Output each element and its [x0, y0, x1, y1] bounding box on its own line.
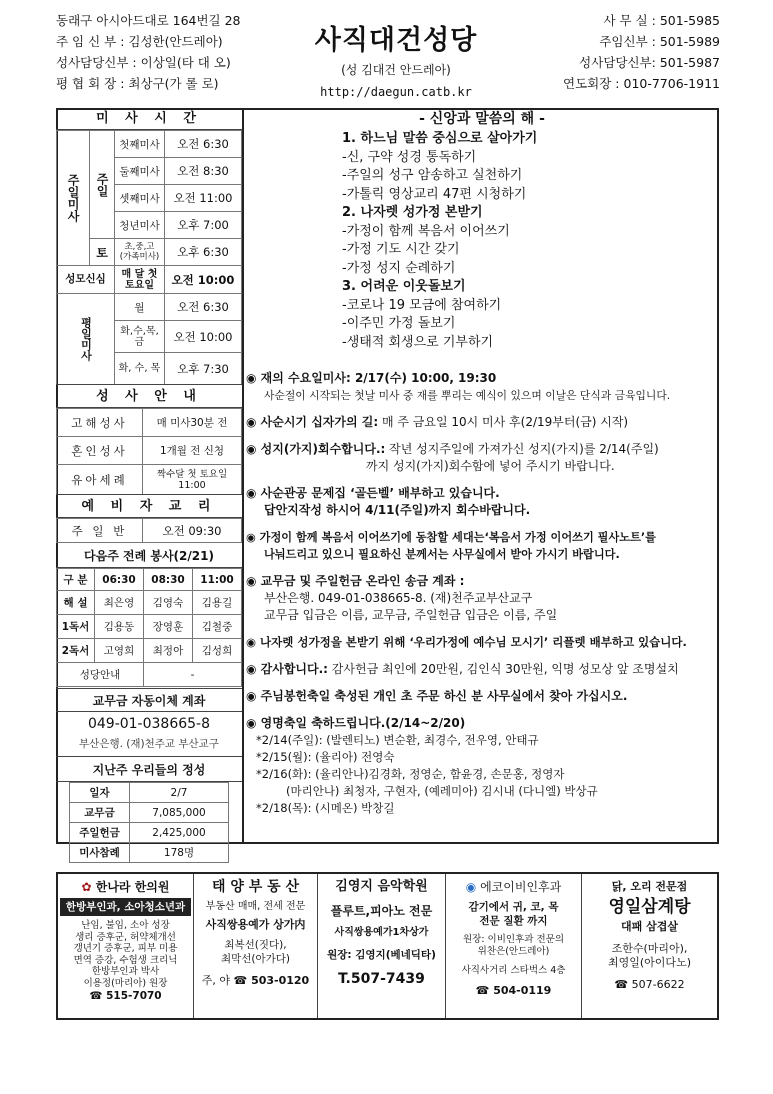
service-role: 2독서 [57, 639, 95, 663]
bulletin-header [56, 10, 720, 108]
catechism-title: 예 비 자 교 리 [56, 494, 242, 518]
guide-label: 성당안내 [57, 663, 144, 687]
header-left [56, 10, 296, 94]
ad-clinic-name [58, 880, 193, 894]
account-bank: 부산은행. (재)천주교 부산교구 [79, 738, 219, 750]
service-cell: 장영훈 [144, 615, 193, 639]
feast-item: (마리안나) 최청자, 구현자, (예레미아) 김시내 (다니엘) 박상규 [286, 784, 598, 798]
notice-stations [246, 414, 718, 431]
ad-clinic-title: 한나라 한의원 [95, 880, 170, 894]
notice-online-body1: 부산은행. 049-01-038665-8. (재)천주교부산교구 [264, 591, 533, 605]
ad-restaurant-body: 조한수(마리아), 최영일(아이다노) [608, 942, 691, 969]
account-title: 교무금 자동이체 계좌 [56, 688, 242, 712]
notices [246, 370, 718, 817]
catechism-name: 주 일 반 [57, 519, 143, 543]
council-line: 평 협 회 장 : 최상구(가 롤 로) [56, 76, 219, 91]
service-table [56, 568, 242, 687]
weekday-mass-label: 평일미사 [57, 294, 115, 385]
notice-goldenbell-2: 답안지작성 하시어 4/11(주일)까지 회수바랍니다. [264, 503, 531, 517]
service-cell: 김용길 [193, 591, 242, 615]
notice-palm [246, 441, 718, 458]
finance-name: 주일헌금 [70, 823, 130, 843]
ad-ent-title: 에코이비인후과 [480, 880, 562, 894]
notice-ash-body: 사순절이 시작되는 첫날 미사 중 재를 뿌리는 예식이 있으며 이날은 단식과 금육입니다. [264, 389, 671, 402]
faith-list [342, 130, 712, 352]
ad-ent [446, 874, 582, 1018]
ad-clinic-sub: 한방부인과, 소아청소년과 [60, 898, 191, 916]
assistant-phone: 성사담당신부: 501-5987 [579, 55, 720, 70]
assistant-line: 성사담당신부 : 이상일(타 대 오) [56, 55, 231, 70]
ad-clinic-phone: ☎ 515-7070 [89, 990, 162, 1002]
ad-realestate-phone: ☎ 503-0120 [233, 974, 310, 987]
ad-realestate-body: 최복선(짓다), 최막선(아가다) [220, 939, 291, 965]
catechism-table [56, 518, 242, 543]
ad-ent-location: 사직사거리 스타벅스 4층 [461, 965, 566, 976]
finance-title: 지난주 우리들의 정성 [56, 756, 242, 782]
service-role: 1독서 [57, 615, 95, 639]
service-cell: 고영희 [95, 639, 144, 663]
marian-time: 오전 10:00 [165, 266, 242, 294]
finance-value: 2,425,000 [130, 823, 229, 843]
mass-name: 초,중,고 (가족미사) [115, 239, 165, 266]
sunday-mass-label: 주일미사 [57, 131, 90, 266]
ad-realestate-name: 태 양 부 동 산 [211, 879, 300, 895]
mass-table [56, 130, 242, 385]
saturday-label: 토 [90, 239, 115, 266]
weekday-name: 화,수,목,금 [115, 321, 165, 353]
weekday-name: 화, 수, 목 [115, 353, 165, 385]
sunday-label: 주일 [90, 131, 115, 239]
faith-item: -가정 성지 순례하기 [342, 260, 456, 276]
ent-logo-icon: ◉ [465, 880, 477, 894]
left-column [56, 108, 244, 859]
ad-music-phone: T.507-7439 [338, 971, 425, 987]
ad-realestate-hours: 주, 야 [201, 974, 231, 987]
notice-online-body2: 교무금 입금은 이름, 교무금, 주일헌금 입금은 이름, 주일 [264, 608, 558, 622]
weekday-time: 오전 10:00 [165, 321, 242, 353]
finance-name: 일자 [70, 783, 130, 803]
ad-music-em: 사직쌍용예가1차상가 [334, 927, 429, 938]
notice-thanks-body: 감사헌금 최인에 20만원, 김인식 30만원, 익명 성모상 앞 조명설치 [331, 662, 679, 676]
service-cell: 김용동 [95, 615, 144, 639]
notice-gospel-copy-2: 나눠드리고 있으니 필요하신 분께서는 사무실에서 받아 가시기 바랍니다. [264, 548, 620, 561]
notice-feast-title: ◉ 영명축일 축하드립니다.(2/14~2/20) [246, 716, 466, 730]
finance-value: 2/7 [130, 783, 229, 803]
sacrament-value: 짝수달 첫 토요일 11:00 [143, 465, 242, 495]
service-title: 다음주 전례 봉사(2/21) [56, 544, 242, 568]
notice-stations-body: 매 주 금요일 10시 미사 후(2/19부터(금) 시작) [381, 415, 629, 429]
sacrament-title: 성 사 안 내 [56, 384, 242, 408]
notice-palm-title: ◉ 성지(가지)회수합니다.: [246, 442, 386, 456]
finance-name: 교무금 [70, 803, 130, 823]
header-right [476, 10, 720, 94]
church-address: 동래구 아시아드대로 164번길 28 [56, 13, 241, 28]
notice-candles: ◉ 주님봉헌축일 축성된 개인 초 주문 하신 분 사무실에서 찾아 가십시오. [246, 689, 628, 703]
faith-heading: 3. 어려운 이웃돌보기 [342, 279, 466, 294]
feast-list [246, 732, 718, 817]
sacrament-name: 혼인성사 [57, 437, 143, 465]
sacrament-table [56, 408, 242, 495]
mass-title: 미 사 시 간 [56, 108, 242, 130]
header-center [296, 10, 496, 99]
faith-item: -생태적 회생으로 기부하기 [342, 334, 494, 350]
ad-restaurant-sub: 대패 삼겹살 [621, 920, 678, 933]
advertisements [56, 872, 719, 1020]
weekday-time: 오전 6:30 [165, 294, 242, 321]
notice-palm-body2: 까지 성지(가지)회수함에 넣어 주시기 바랍니다. [366, 459, 615, 473]
ad-restaurant [582, 874, 717, 1018]
faith-heading: 1. 하느님 말씀 중심으로 살아가기 [342, 131, 538, 146]
weekday-time: 오후 7:30 [165, 353, 242, 385]
mass-name: 첫째미사 [115, 131, 165, 158]
ad-clinic [58, 874, 194, 1018]
sacrament-name: 유아세례 [57, 465, 143, 495]
service-role: 해 설 [57, 591, 95, 615]
service-cell: 김성희 [193, 639, 242, 663]
faith-item: -가정이 함께 복음서 이어쓰기 [342, 223, 510, 239]
feast-item: *2/14(주일): (발렌티노) 변순환, 최경수, 전우영, 안태규 [256, 733, 539, 747]
mass-time: 오전 11:00 [165, 185, 242, 212]
ad-music-sub: 플루트,피아노 전문 [330, 904, 433, 918]
feast-item: *2/18(목): (시메온) 박창길 [256, 801, 395, 815]
faith-item: -가정 기도 시간 갖기 [342, 242, 460, 257]
ad-realestate-sub: 부동산 매매, 전세 전문 [205, 901, 306, 912]
ad-music-body: 원장: 김영지(베네딕타) [327, 949, 436, 961]
ad-music-name: 김영지 음악학원 [335, 879, 428, 894]
service-cell: 최정아 [144, 639, 193, 663]
sacrament-value: 1개월 전 신청 [143, 437, 242, 465]
sacrament-name: 고해성사 [57, 409, 143, 437]
notice-thanks-title: ◉ 감사합니다.: [246, 662, 328, 676]
ad-restaurant-name: 영일삼계탕 [608, 897, 691, 917]
mass-name: 셋째미사 [115, 185, 165, 212]
ad-ent-phone: ☎ 504-0119 [475, 984, 552, 997]
mass-name: 둘째미사 [115, 158, 165, 185]
faith-item: -이주민 가정 돌보기 [342, 316, 456, 331]
faith-heading: 2. 나자렛 성가정 본받기 [342, 205, 483, 220]
mass-time: 오후 7:00 [165, 212, 242, 239]
ad-restaurant-tag: 닭, 오리 전문점 [611, 880, 688, 893]
sacrament-value: 매 미사30분 전 [143, 409, 242, 437]
ad-realestate [194, 874, 318, 1018]
account-number: 049-01-038665-8 [87, 716, 211, 732]
ad-clinic-body: 난임, 불임, 소아 성장 생리 증후군, 허약체개선 갱년기 증후군, 피부 미용 면역 증강, 수험생 크리닉 한방부인과 박사 이용정(마리아) 원장 [73, 920, 178, 989]
ad-realestate-phone-line [194, 974, 317, 988]
ad-realestate-em: 사직쌍용예가 상가内 [205, 918, 306, 931]
service-cell: 김영숙 [144, 591, 193, 615]
marian-label: 성모신심 [57, 266, 115, 294]
league-phone: 연도회장 : 010-7706-1911 [563, 76, 720, 91]
faith-title: - 신앙과 말씀의 해 - [419, 111, 545, 127]
catechism-time: 오전 09:30 [143, 519, 242, 543]
service-cell: 최은영 [95, 591, 144, 615]
finance-name: 미사참례 [70, 843, 130, 863]
notice-stations-title: ◉ 사순시기 십자가의 길: [246, 415, 379, 429]
church-title: 사직대건성당 [314, 25, 478, 56]
ad-ent-name [446, 880, 581, 894]
ad-ent-body: 원장: 이비인후과 전문의 위찬은(안드레아) [462, 934, 564, 957]
guide-value: - [144, 663, 242, 687]
notice-thanks [246, 661, 718, 678]
feast-item: *2/15(월): (율리아) 전영숙 [256, 750, 395, 764]
faith-item: -가톨릭 영상교리 47편 시청하기 [342, 186, 527, 202]
service-head: 구 분 [57, 569, 95, 591]
ad-ent-sub: 감기에서 귀, 코, 목 전문 질환 까지 [468, 901, 559, 927]
mass-time: 오전 6:30 [165, 131, 242, 158]
church-url[interactable]: http://daegun.catb.kr [320, 85, 472, 99]
notice-leaflet: ◉ 나자렛 성가정을 본받기 위해 ‘우리가정에 예수님 모시기’ 리플렛 배부하고 있습니다. [246, 635, 687, 649]
marian-name: 매 달 첫토요일 [115, 266, 165, 294]
mass-name: 청년미사 [115, 212, 165, 239]
flower-icon: ✿ [81, 880, 92, 894]
service-head: 06:30 [95, 569, 144, 591]
office-phone: 사 무 실 : 501-5985 [603, 13, 720, 28]
notice-gospel-copy: ◉ 가정이 함께 복음서 이어쓰기에 동참할 세대는‘복음서 가정 이어쓰기 필사노트’를 [246, 531, 656, 544]
notice-goldenbell: ◉ 사순관공 문제집 ‘골든벨’ 배부하고 있습니다. [246, 486, 500, 500]
notice-online: ◉ 교무금 및 주일헌금 온라인 송금 계좌 : [246, 574, 465, 588]
weekday-name: 월 [115, 294, 165, 321]
service-head: 08:30 [144, 569, 193, 591]
faith-item: -신, 구약 성경 통독하기 [342, 149, 477, 165]
finance-value: 7,085,000 [130, 803, 229, 823]
faith-item: -주일의 성구 암송하고 실천하기 [342, 168, 523, 183]
service-head: 11:00 [193, 569, 242, 591]
ad-restaurant-phone: ☎ 507-6622 [614, 978, 685, 991]
mass-time: 오후 6:30 [165, 239, 242, 266]
pastor-phone: 주임신부 : 501-5989 [599, 34, 720, 49]
church-subtitle: (성 김대건 안드레아) [341, 63, 451, 77]
faith-item: -코로나 19 모금에 참여하기 [342, 297, 502, 313]
notice-palm-body1: 작년 성지주일에 가져가신 성지(가지)를 2/14(주일) [389, 442, 659, 456]
pastor-line: 주 임 신 부 : 김성한(안드레아) [56, 34, 223, 49]
ad-music [318, 874, 446, 1018]
notice-ash-wednesday: ◉ 재의 수요일미사: 2/17(수) 10:00, 19:30 [246, 371, 497, 385]
service-cell: 김철중 [193, 615, 242, 639]
finance-table [69, 782, 229, 863]
mass-time: 오전 8:30 [165, 158, 242, 185]
finance-value: 178명 [130, 843, 229, 863]
feast-item: *2/16(화): (율리안나)김경화, 정영순, 함윤경, 손문홍, 정영자 [256, 767, 565, 781]
